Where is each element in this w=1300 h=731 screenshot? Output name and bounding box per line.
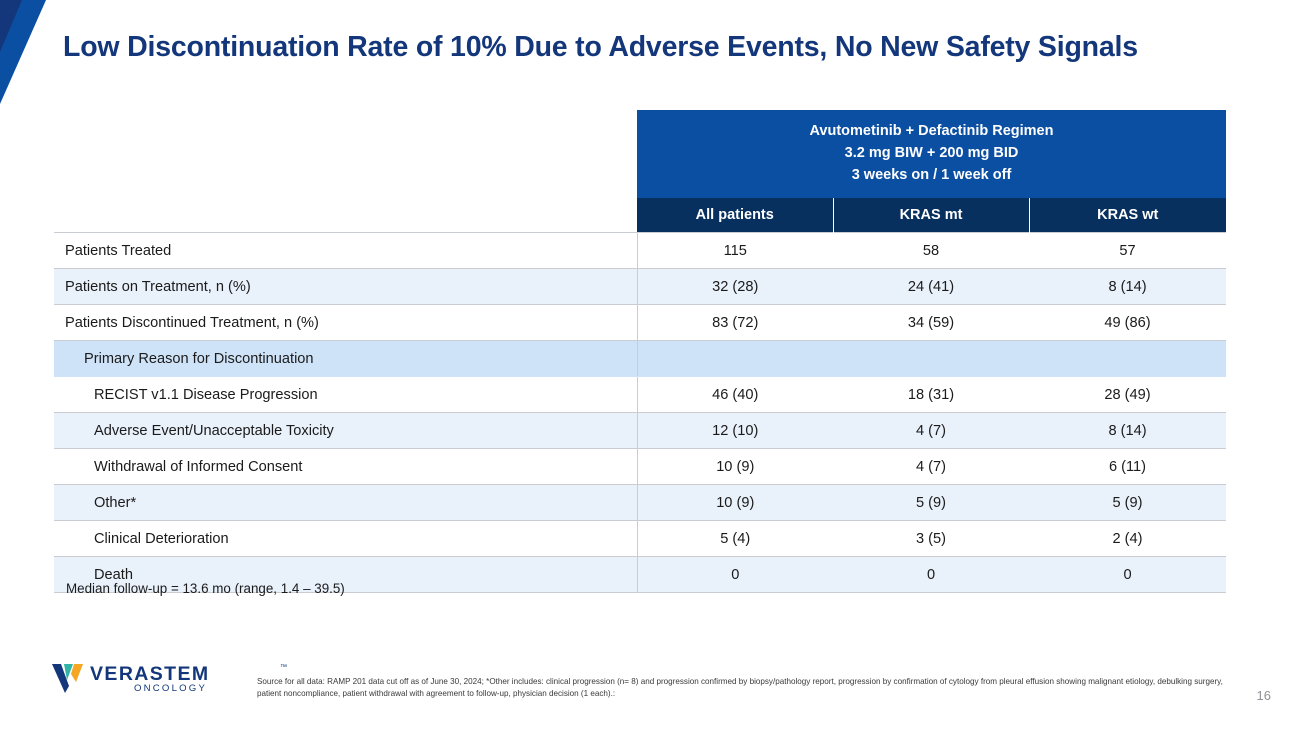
table-header	[54, 110, 1226, 233]
row-label: Death	[54, 557, 637, 593]
regimen-header-row	[54, 110, 1226, 198]
row-value-mt: 18 (31)	[833, 377, 1029, 413]
source-footnote: Source for all data: RAMP 201 data cut off as of June 30, 2024; *Other includes: clinical progression (n= 8) and progression confirmed by biopsy/pathology report, progression by confirmation of cytology from pleural effusion showing malignant etiology, debulking surgery, patient noncompliance, patient withdrawal with agreement to follow-up, physician decision (1 each).:	[257, 677, 1223, 698]
row-label: Withdrawal of Informed Consent	[54, 449, 637, 485]
regimen-header-line-2: 3.2 mg BIW + 200 mg BID	[844, 144, 1019, 161]
verastem-logo	[52, 660, 287, 696]
row-value-all: 83 (72)	[637, 305, 833, 341]
table-row	[54, 269, 1226, 305]
table-row	[54, 449, 1226, 485]
row-value-mt: 3 (5)	[833, 521, 1029, 557]
table-row	[54, 413, 1226, 449]
row-value-wt: 8 (14)	[1029, 269, 1226, 305]
row-value-all: 115	[637, 233, 833, 269]
row-value-all: 10 (9)	[637, 485, 833, 521]
row-value-mt: 5 (9)	[833, 485, 1029, 521]
row-value-wt: 0	[1029, 557, 1226, 593]
verastem-wordmark: VERASTEM	[90, 663, 210, 685]
regimen-header-cell	[637, 110, 1226, 198]
row-value-mt: 4 (7)	[833, 449, 1029, 485]
row-value-wt: 5 (9)	[1029, 485, 1226, 521]
row-value-wt: 2 (4)	[1029, 521, 1226, 557]
row-value-mt: 58	[833, 233, 1029, 269]
row-label: Other*	[54, 485, 637, 521]
page-title: Low Discontinuation Rate of 10% Due to Adverse Events, No New Safety Signals	[63, 31, 1138, 63]
regimen-header-spacer	[54, 110, 637, 198]
row-label: Patients Discontinued Treatment, n (%)	[54, 305, 637, 341]
row-value-wt	[1029, 341, 1226, 377]
row-label: Patients Treated	[54, 233, 637, 269]
row-label: Clinical Deterioration	[54, 521, 637, 557]
table-section-row	[54, 341, 1226, 377]
row-value-all: 0	[637, 557, 833, 593]
verastem-subwordmark: ONCOLOGY	[134, 683, 208, 694]
row-label: Patients on Treatment, n (%)	[54, 269, 637, 305]
row-value-all: 5 (4)	[637, 521, 833, 557]
regimen-header-line-3: 3 weeks on / 1 week off	[851, 166, 1012, 183]
row-value-mt	[833, 341, 1029, 377]
row-label: Primary Reason for Discontinuation	[54, 341, 637, 377]
row-value-wt: 6 (11)	[1029, 449, 1226, 485]
table-body	[54, 233, 1226, 593]
column-header-kras-mt: KRAS mt	[833, 198, 1029, 233]
page-number: 16	[1256, 688, 1271, 703]
table-row	[54, 305, 1226, 341]
column-header-spacer	[54, 198, 637, 233]
row-value-all: 12 (10)	[637, 413, 833, 449]
row-value-wt: 28 (49)	[1029, 377, 1226, 413]
column-header-kras-wt: KRAS wt	[1029, 198, 1226, 233]
row-value-mt: 0	[833, 557, 1029, 593]
row-value-mt: 34 (59)	[833, 305, 1029, 341]
row-value-wt: 8 (14)	[1029, 413, 1226, 449]
row-value-wt: 49 (86)	[1029, 305, 1226, 341]
median-followup-note: Median follow-up = 13.6 mo (range, 1.4 – 39.5)	[66, 581, 345, 596]
table-row	[54, 233, 1226, 269]
discontinuation-table-container	[54, 110, 1226, 593]
row-value-all: 10 (9)	[637, 449, 833, 485]
discontinuation-table	[54, 110, 1226, 593]
row-label: RECIST v1.1 Disease Progression	[54, 377, 637, 413]
row-value-wt: 57	[1029, 233, 1226, 269]
row-value-all	[637, 341, 833, 377]
row-value-mt: 4 (7)	[833, 413, 1029, 449]
verastem-logo-mark	[52, 662, 86, 699]
column-header-all-patients: All patients	[637, 198, 833, 233]
trademark-symbol: ™	[280, 664, 287, 671]
corner-accent-decoration	[0, 0, 46, 104]
table-row	[54, 485, 1226, 521]
row-label: Adverse Event/Unacceptable Toxicity	[54, 413, 637, 449]
row-value-all: 32 (28)	[637, 269, 833, 305]
row-value-mt: 24 (41)	[833, 269, 1029, 305]
regimen-header-line-1: Avutometinib + Defactinib Regimen	[809, 123, 1054, 139]
row-value-all: 46 (40)	[637, 377, 833, 413]
table-row	[54, 521, 1226, 557]
table-row	[54, 377, 1226, 413]
column-header-row	[54, 198, 1226, 233]
